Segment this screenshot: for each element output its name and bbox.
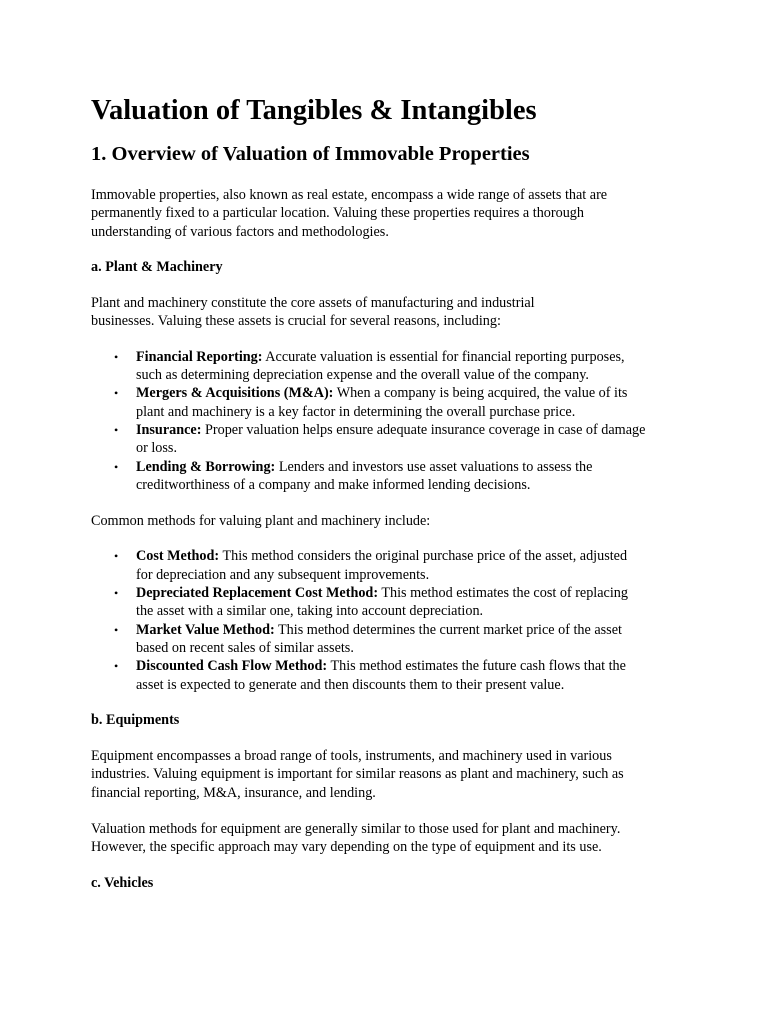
- text-line: Lenders and investors use asset valuations to assess the: [275, 458, 593, 475]
- text-line: Equipment encompasses a broad range of tools, instruments, and machinery used in various: [91, 748, 612, 765]
- list-item: [114, 584, 691, 621]
- subheading-equipments: b. Equipments: [91, 711, 180, 728]
- list-item-term: Market Value Method:: [136, 621, 275, 638]
- bullet-icon: •: [114, 459, 119, 474]
- text-line: the asset with a similar one, taking into account depreciation.: [136, 603, 484, 620]
- list-item: [114, 621, 691, 658]
- text-line: based on recent sales of similar assets.: [136, 639, 354, 656]
- list-item-term: Financial Reporting:: [136, 348, 263, 365]
- text-line: Valuation methods for equipment are generally similar to those used for plant and machinery.: [91, 821, 621, 838]
- bullet-icon: •: [114, 549, 119, 564]
- bullet-icon: •: [114, 622, 119, 637]
- text-line: industries. Valuing equipment is important for similar reasons as plant and machinery, such as: [91, 766, 624, 783]
- text-line: Plant and machinery constitute the core assets of manufacturing and industrial: [91, 295, 535, 312]
- list-item-term: Cost Method:: [136, 548, 220, 565]
- text-line: Proper valuation helps ensure adequate insurance coverage in case of damage: [201, 421, 646, 438]
- list-item-term: Lending & Borrowing:: [136, 458, 276, 475]
- document-page: [91, 92, 691, 892]
- overview-paragraph: [91, 186, 691, 241]
- text-line: for depreciation and any subsequent improvements.: [136, 566, 430, 583]
- text-line: Accurate valuation is essential for financial reporting purposes,: [262, 348, 625, 365]
- text-line: plant and machinery is a key factor in determining the overall purchase price.: [136, 403, 576, 420]
- list-item: [114, 547, 691, 584]
- plant-intro-paragraph: [91, 294, 691, 331]
- methods-list: [91, 547, 691, 693]
- bullet-icon: •: [114, 349, 119, 364]
- section-heading-overview: 1. Overview of Valuation of Immovable Properties: [91, 143, 530, 165]
- document-title: Valuation of Tangibles & Intangibles: [91, 95, 537, 126]
- equipments-paragraph-2: [91, 820, 691, 857]
- text-line: This method estimates the future cash flows that the: [327, 658, 626, 675]
- text-line: businesses. Valuing these assets is crucial for several reasons, including:: [91, 313, 501, 330]
- bullet-icon: •: [114, 586, 119, 601]
- text-line: asset is expected to generate and then discounts them to their present value.: [136, 676, 565, 693]
- text-line: permanently fixed to a particular location. Valuing these properties requires a thorough: [91, 205, 584, 222]
- list-item-term: Discounted Cash Flow Method:: [136, 658, 328, 675]
- list-item: [114, 384, 691, 421]
- text-line: When a company is being acquired, the value of its: [333, 385, 628, 402]
- text-line: understanding of various factors and methodologies.: [91, 223, 389, 240]
- text-line: or loss.: [136, 440, 177, 457]
- list-item: [114, 348, 691, 385]
- text-line: However, the specific approach may vary depending on the type of equipment and its use.: [91, 839, 602, 856]
- list-item: [114, 458, 691, 495]
- text-line: such as determining depreciation expense and the overall value of the company.: [136, 367, 589, 384]
- subheading-vehicles: c. Vehicles: [91, 874, 154, 891]
- methods-intro-paragraph: Common methods for valuing plant and machinery include:: [91, 513, 431, 530]
- text-line: Immovable properties, also known as real estate, encompass a wide range of assets that are: [91, 187, 608, 203]
- equipments-paragraph-1: [91, 747, 691, 802]
- text-line: creditworthiness of a company and make informed lending decisions.: [136, 476, 531, 493]
- list-item: [114, 657, 691, 694]
- list-item-term: Depreciated Replacement Cost Method:: [136, 585, 379, 602]
- bullet-icon: •: [114, 386, 119, 401]
- subheading-plant-machinery: a. Plant & Machinery: [91, 258, 223, 275]
- list-item-term: Mergers & Acquisitions (M&A):: [136, 385, 334, 402]
- text-line: This method considers the original purchase price of the asset, adjusted: [219, 548, 628, 565]
- bullet-icon: •: [114, 422, 119, 437]
- text-line: financial reporting, M&A, insurance, and lending.: [91, 784, 376, 801]
- text-line: This method estimates the cost of replacing: [378, 585, 628, 602]
- list-item: [114, 421, 691, 458]
- reasons-list: [91, 348, 691, 494]
- bullet-icon: •: [114, 659, 119, 674]
- list-item-term: Insurance:: [136, 421, 202, 438]
- text-line: This method determines the current market price of the asset: [274, 621, 622, 638]
